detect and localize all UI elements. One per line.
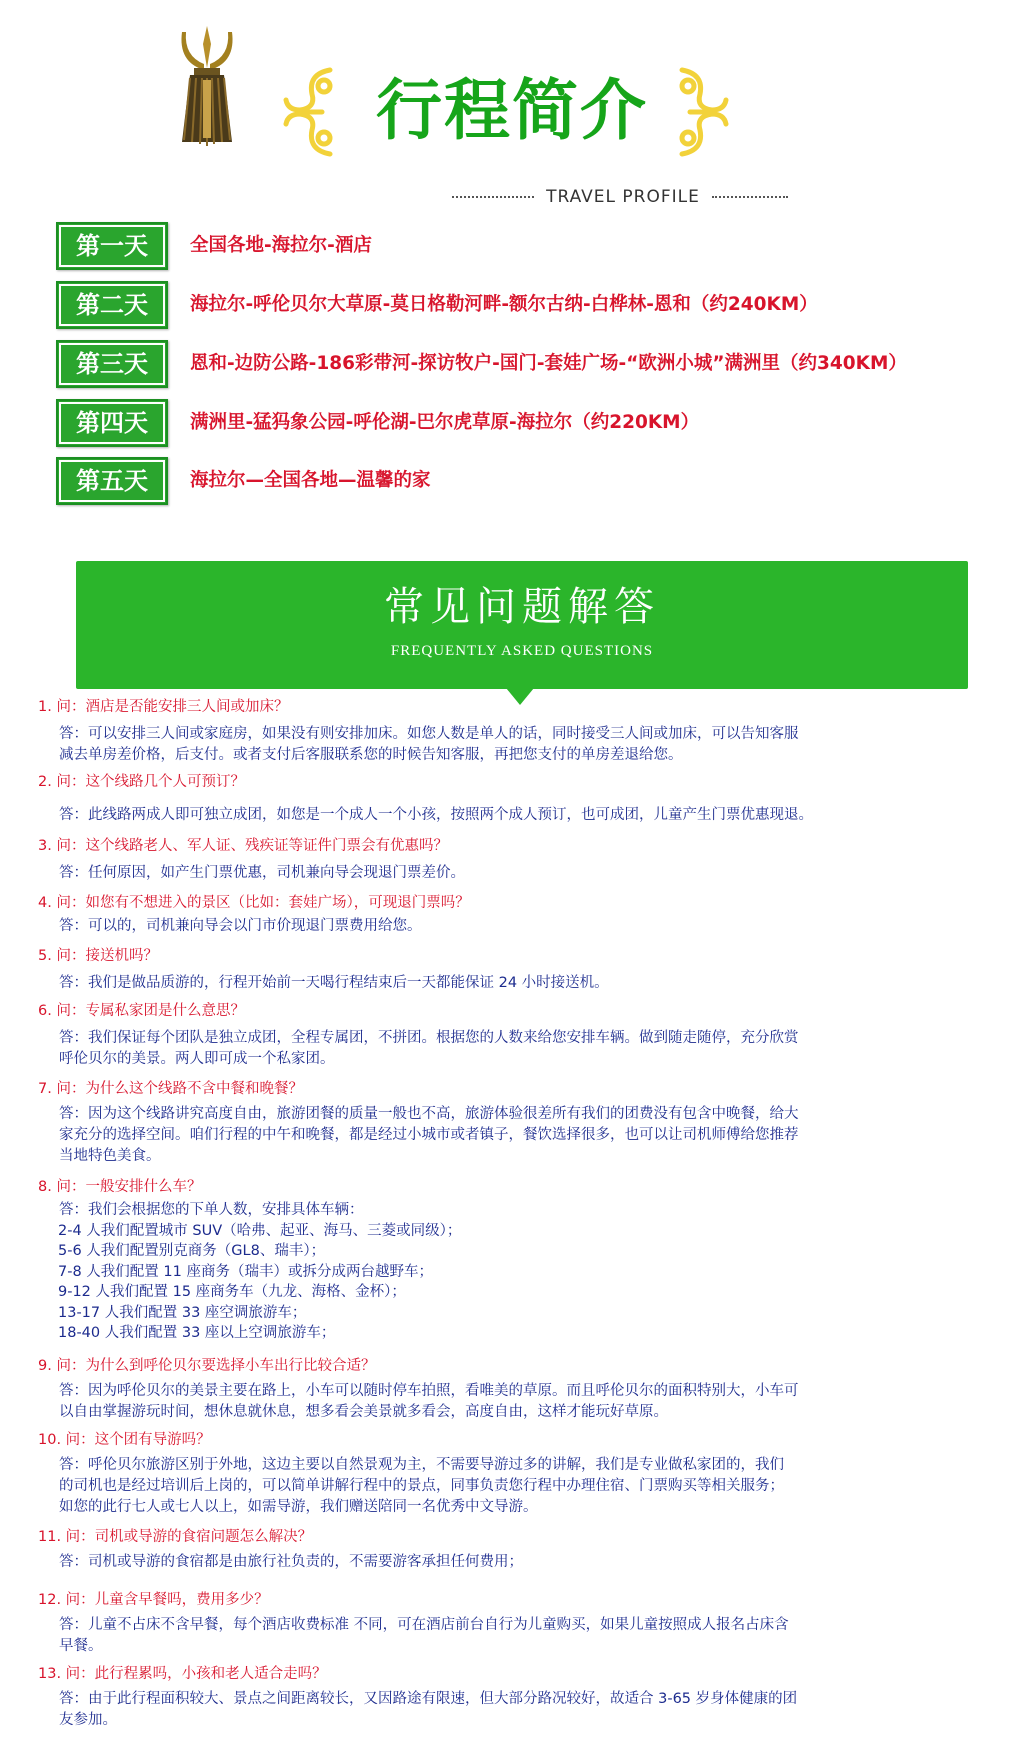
subtitle-divider-right	[712, 196, 788, 198]
itinerary-day-3	[56, 340, 1016, 388]
faq-answer-line: 答：可以的，司机兼向导会以门市价现退门票费用给您。	[59, 918, 422, 934]
faq-answer-line: 答：儿童不占床不含早餐，每个酒店收费标准 不同，可在酒店前台自行为儿童购买，如果儿童按照成人报名占床含	[59, 1617, 789, 1633]
faq-question: 11. 问：司机或导游的食宿问题怎么解决？	[38, 1529, 313, 1545]
faq-question: 1. 问：酒店是否能安排三人间或加床？	[38, 699, 289, 715]
faq-answer-line: 答：我们是做品质游的，行程开始前一天喝行程结束后一天都能保证 24 小时接送机。	[59, 975, 609, 991]
itinerary-day-1	[56, 222, 1016, 270]
faq-item-2	[38, 771, 998, 826]
faq-answer-line: 友参加。	[59, 1712, 117, 1728]
itinerary-day-5	[56, 457, 1016, 505]
faq-answer	[38, 1689, 998, 1731]
faq-question: 7. 问：为什么这个线路不含中餐和晚餐？	[38, 1081, 303, 1097]
itinerary-day-2	[56, 281, 1016, 329]
faq-answer-line: 18-40 人我们配置 33 座以上空调旅游车；	[58, 1325, 336, 1341]
faq-answer-line: 答：因为这个线路讲究高度自由，旅游团餐的质量一般也不高，旅游体验很差所有我们的团费没有包含中晚餐，给大	[59, 1106, 799, 1122]
faq-answer-line: 答：此线路两成人即可独立成团，如您是一个成人一个小孩，按照两个成人预订，也可成团，儿童产生门票优惠现退。	[59, 807, 813, 823]
day-route: 满洲里-猛犸象公园-呼伦湖-巴尔虎草原-海拉尔（约220KM）	[190, 412, 700, 433]
faq-answer-line: 9-12 人我们配置 15 座商务车（九龙、海格、金杯）；	[58, 1284, 406, 1300]
faq-answer-line: 7-8 人我们配置 11 座商务（瑞丰）或拆分成两台越野车；	[58, 1263, 433, 1280]
faq-question: 12. 问：儿童含早餐吗，费用多少？	[38, 1592, 269, 1608]
day-route: 海拉尔-呼伦贝尔大草原-莫日格勒河畔-额尔古纳-白桦林-恩和（约240KM）	[190, 294, 818, 315]
day-badge: 第二天	[56, 281, 168, 329]
faq-answer-line: 早餐。	[59, 1638, 103, 1654]
faq-item-13	[38, 1663, 998, 1731]
subtitle-divider-left	[452, 196, 534, 198]
faq-answer-line: 家充分的选择空间。咱们行程的中午和晚餐，都是经过小城市或者镇子，餐饮选择很多，也可以让司机师傅给您推荐	[59, 1127, 799, 1143]
faq-item-8	[38, 1176, 998, 1344]
faq-answer-line: 答：呼伦贝尔旅游区别于外地，这边主要以自然景观为主，不需要导游过多的讲解，我们是专业做私家团的，我们	[59, 1457, 784, 1473]
faq-question: 9. 问：为什么到呼伦贝尔要选择小车出行比较合适？	[38, 1358, 376, 1374]
faq-answer-line: 答：因为呼伦贝尔的美景主要在路上，小车可以随时停车拍照，看唯美的草原。而且呼伦贝尔的面积特别大，小车可	[59, 1383, 799, 1399]
faq-answer-line: 如您的此行七人或七人以上，如需导游，我们赠送陪同一名优秀中文导游。	[59, 1499, 538, 1515]
day-route: 恩和-边防公路-186彩带河-探访牧户-国门-套娃广场-“欧洲小城”满洲里（约340KM）	[190, 353, 907, 374]
faq-question: 13. 问：此行程累吗，小孩和老人适合走吗？	[38, 1666, 327, 1682]
faq-answer-line: 呼伦贝尔的美景。两人即可成一个私家团。	[59, 1051, 335, 1067]
faq-answer-line: 答：我们会根据您的下单人数，安排具体车辆：	[59, 1202, 364, 1218]
faq-answer-line: 的司机也是经过培训后上岗的，可以简单讲解行程中的景点，同事负责您行程中办理住宿、门票购买等相关服务；	[59, 1478, 784, 1494]
itinerary-day-4	[56, 399, 1016, 447]
faq-answer-line: 2-4 人我们配置城市 SUV（哈弗、起亚、海马、三菱或同级）；	[58, 1222, 462, 1239]
faq-question: 6. 问：专属私家团是什么意思？	[38, 1003, 245, 1019]
faq-answer-line: 当地特色美食。	[59, 1148, 161, 1164]
faq-question: 8. 问：一般安排什么车？	[38, 1179, 202, 1195]
faq-answer-line: 减去单房差价格，后支付。或者支付后客服联系您的时候告知客服，再把您支付的单房差退给您。	[59, 747, 683, 763]
faq-answer	[38, 805, 998, 826]
faq-banner	[76, 561, 968, 689]
faq-banner-subtitle: FREQUENTLY ASKED QUESTIONS	[390, 643, 654, 659]
faq-item-11	[38, 1526, 998, 1573]
faq-answer	[38, 1615, 998, 1657]
faq-question: 10. 问：这个团有导游吗？	[38, 1432, 211, 1448]
left-cloud-ornament-icon	[278, 64, 340, 160]
day-badge: 第三天	[56, 340, 168, 388]
faq-answer-line: 5-6 人我们配置别克商务（GL8、瑞丰）；	[58, 1243, 326, 1259]
faq-item-7	[38, 1078, 998, 1167]
faq-answer-line: 答：由于此行程面积较大、景点之间距离较长，又因路途有限速，但大部分路况较好，故适合 3-65 岁身体健康的团	[59, 1691, 798, 1707]
faq-question: 3. 问：这个线路老人、军人证、残疾证等证件门票会有优惠吗？	[38, 838, 448, 854]
faq-answer-line: 13-17 人我们配置 33 座空调旅游车；	[58, 1304, 307, 1321]
faq-item-10	[38, 1429, 998, 1518]
right-cloud-ornament-icon	[672, 64, 734, 160]
day-badge: 第五天	[56, 457, 168, 505]
faq-item-5	[38, 945, 998, 994]
faq-answer	[38, 863, 998, 884]
faq-answer	[38, 1028, 998, 1070]
faq-answer	[38, 916, 998, 937]
faq-item-1	[38, 696, 998, 766]
faq-answer-line: 答：可以安排三人间或家庭房，如果没有则安排加床。如您人数是单人的话，同时接受三人间或加床，可以告知客服	[59, 726, 799, 742]
faq-question: 2. 问：这个线路几个人可预订？	[38, 774, 245, 790]
faq-answer-line: 答：司机或导游的食宿都是由旅行社负责的，不需要游客承担任何费用；	[59, 1554, 523, 1570]
mongolian-trident-emblem-icon	[172, 24, 242, 150]
faq-question: 5. 问：接送机吗？	[38, 948, 158, 964]
faq-answer	[38, 1104, 998, 1167]
faq-item-9	[38, 1355, 998, 1423]
faq-item-4	[38, 892, 998, 937]
day-badge: 第一天	[56, 222, 168, 270]
faq-answer	[38, 973, 998, 994]
faq-banner-title: 常见问题解答	[384, 584, 660, 630]
page-title: 行程简介	[376, 72, 648, 149]
day-badge: 第四天	[56, 399, 168, 447]
faq-question: 4. 问：如您有不想进入的景区（比如：套娃广场），可现退门票吗？	[38, 895, 470, 911]
faq-answer	[38, 1455, 998, 1518]
faq-answer	[38, 1200, 998, 1344]
faq-item-6	[38, 1000, 998, 1070]
faq-item-3	[38, 835, 998, 884]
day-route: 全国各地-海拉尔-酒店	[190, 235, 372, 256]
faq-item-12	[38, 1589, 998, 1657]
faq-answer-line: 答：我们保证每个团队是独立成团，全程专属团，不拼团。根据您的人数来给您安排车辆。做到随走随停，充分欣赏	[59, 1030, 799, 1046]
faq-answer-line: 以自由掌握游玩时间，想休息就休息，想多看会美景就多看会，高度自由，这样才能玩好草原。	[59, 1404, 668, 1420]
faq-answer	[38, 1381, 998, 1423]
faq-answer	[38, 724, 998, 766]
day-route: 海拉尔—全国各地—温馨的家	[190, 470, 431, 491]
faq-answer	[38, 1552, 998, 1573]
faq-answer-line: 答：任何原因，如产生门票优惠，司机兼向导会现退门票差价。	[59, 865, 465, 881]
page-subtitle: TRAVEL PROFILE	[546, 187, 700, 207]
